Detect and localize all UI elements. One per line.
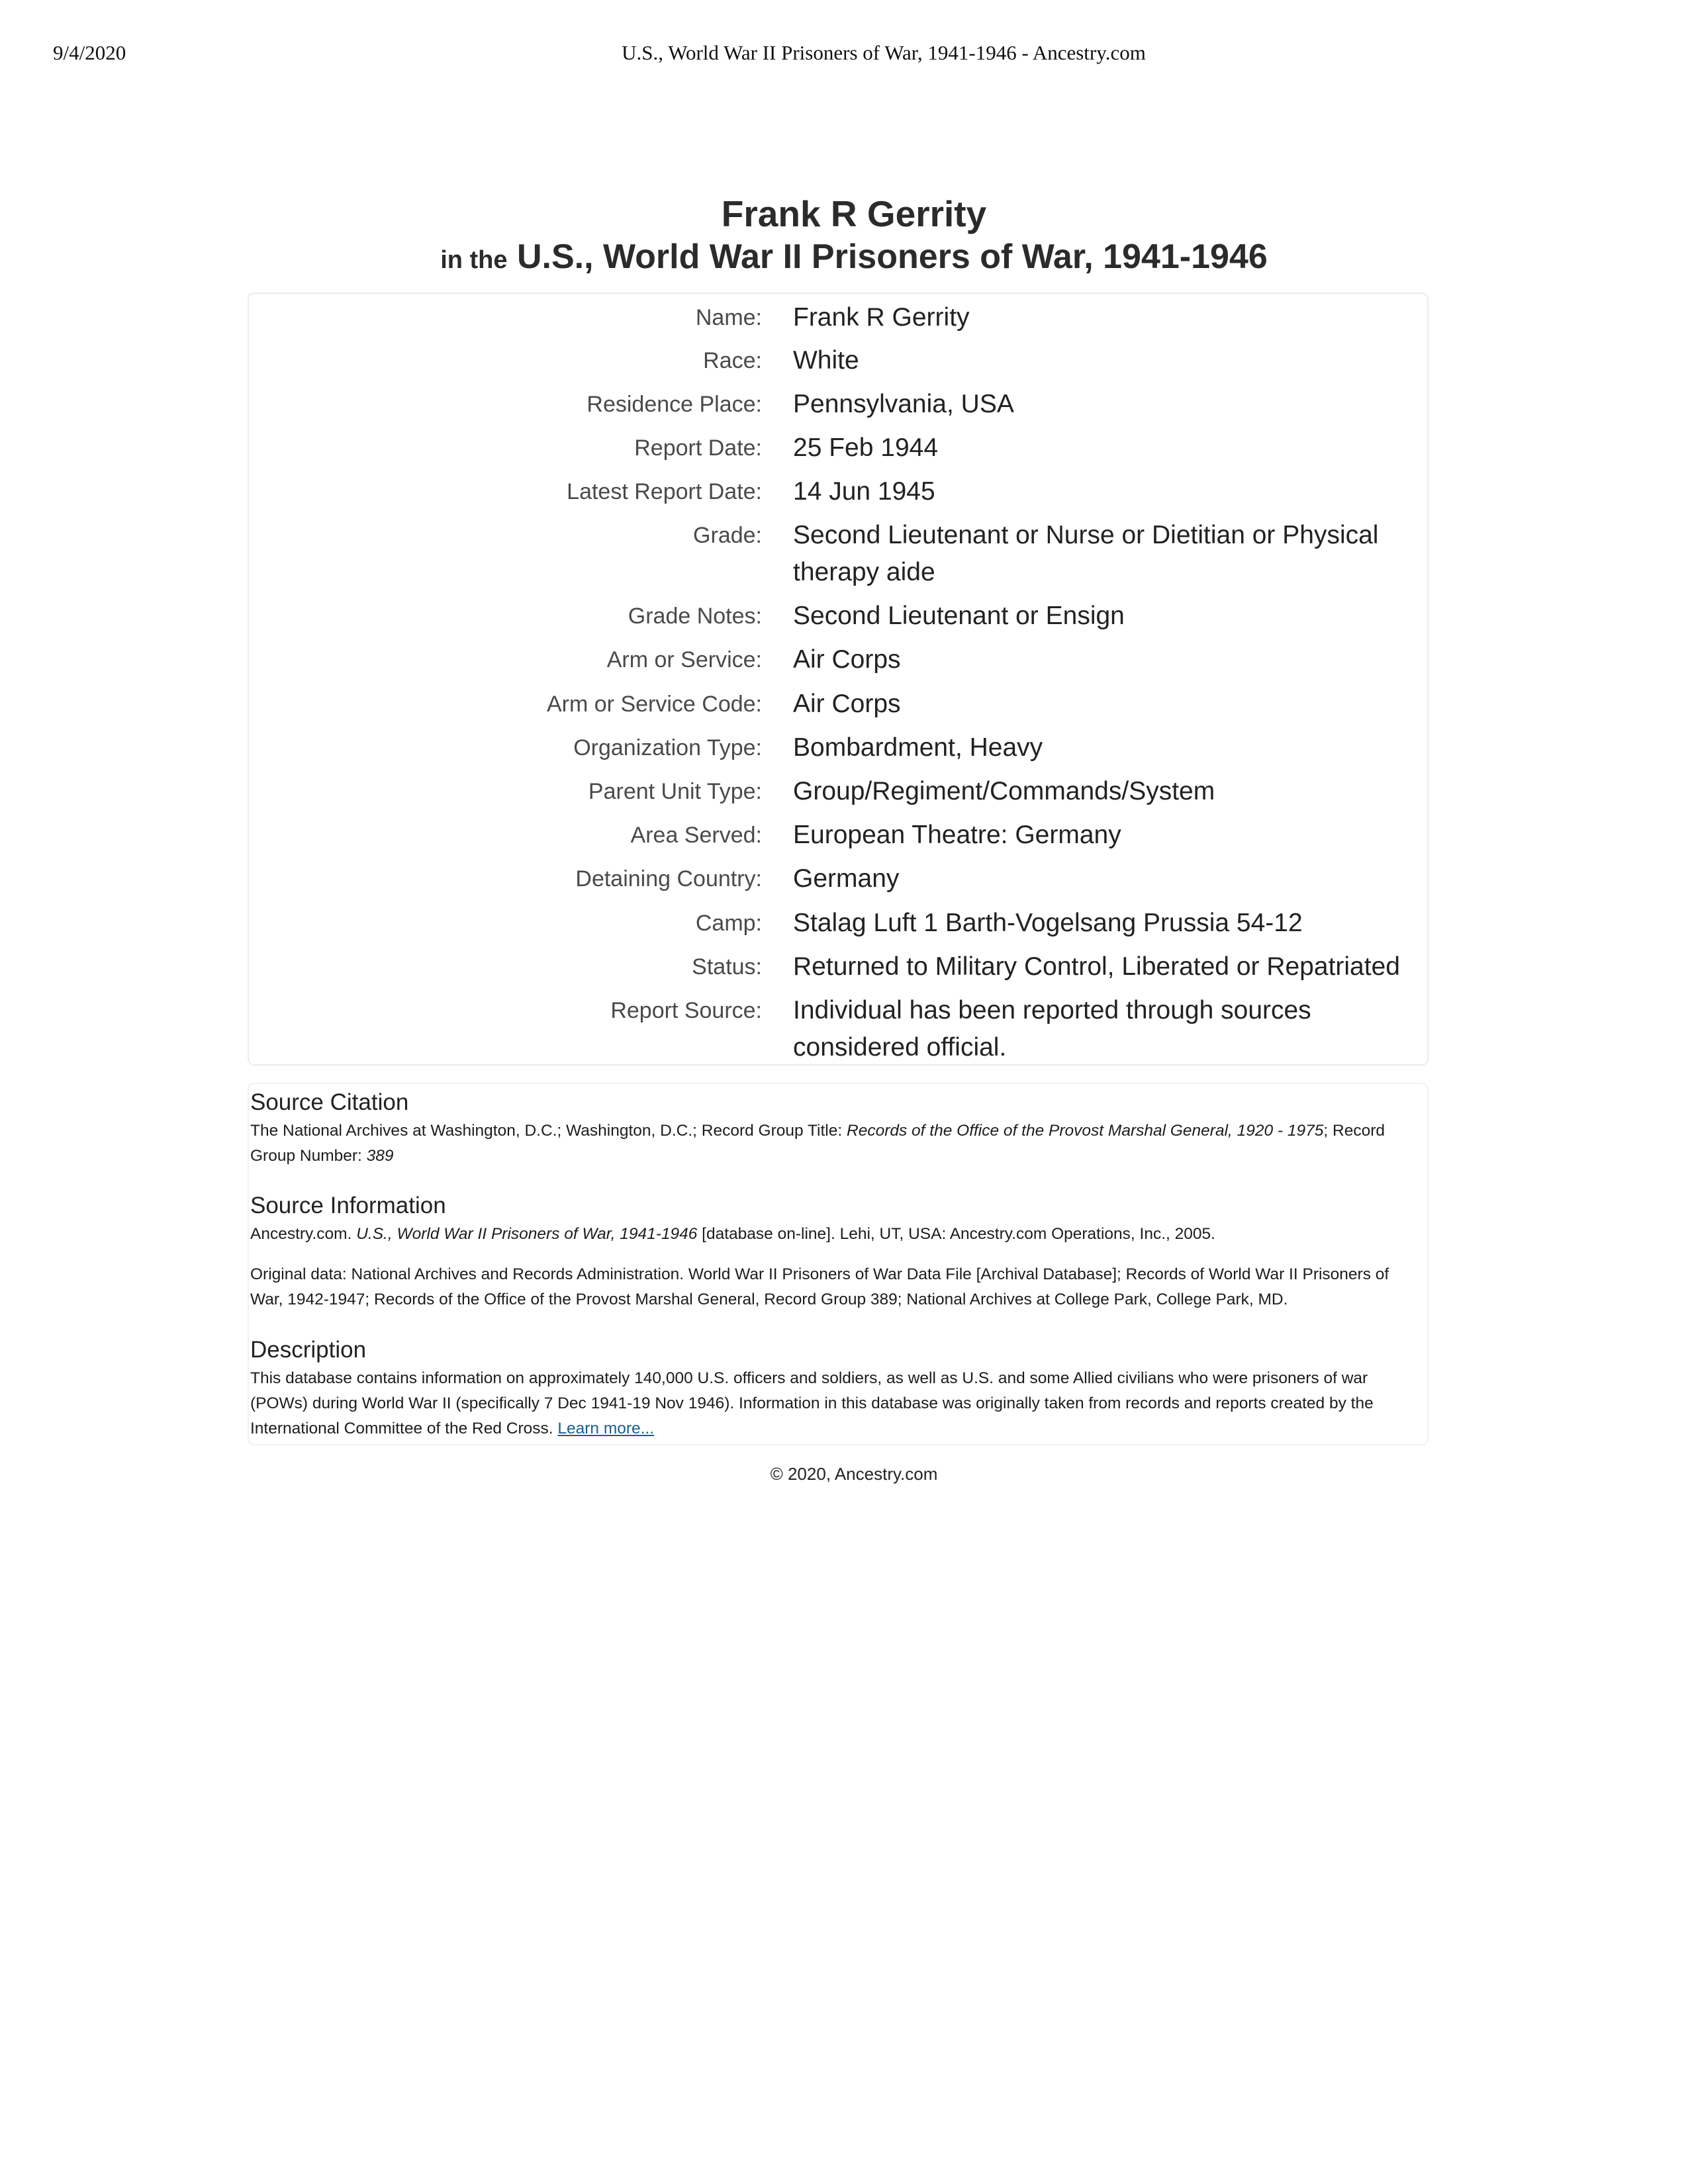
field-value: Air Corps — [793, 690, 901, 718]
field-label: Area Served: — [630, 823, 762, 848]
field-label: Name: — [695, 305, 762, 330]
source-information-text: Ancestry.com. U.S., World War II Prisoners of War, 1941-1946 [database on-line]. Lehi, UT, USA: Ancestry.com Operations, Inc., 2005. — [250, 1225, 1215, 1243]
field-label: Status: — [692, 954, 762, 979]
field-value: Second Lieutenant or Ensign — [793, 602, 1125, 630]
field-value: Bombardment, Heavy — [793, 733, 1043, 762]
field-label: Report Date: — [634, 435, 762, 461]
field-label: Camp: — [695, 911, 762, 936]
print-date: 9/4/2020 — [53, 41, 126, 64]
field-value: 25 Feb 1944 — [793, 433, 939, 462]
field-label: Grade: — [693, 523, 762, 548]
in-the-label: in the — [440, 246, 508, 274]
field-value: 14 Jun 1945 — [793, 477, 935, 506]
field-label: Latest Report Date: — [567, 479, 762, 504]
field-label: Race: — [703, 348, 762, 373]
field-value: Second Lieutenant or Nurse or Dietitian or Physical therapy aide — [793, 521, 1379, 586]
source-information-heading: Source Information — [250, 1193, 446, 1218]
field-value: Germany — [793, 864, 900, 893]
print-header — [0, 41, 1688, 68]
copyright: © 2020, Ancestry.com — [770, 1464, 938, 1484]
field-value: Stalag Luft 1 Barth-Vogelsang Prussia 54-12 — [793, 909, 1303, 937]
field-label: Arm or Service: — [606, 647, 762, 672]
original-data-text: Original data: National Archives and Records Administration. World War II Prisoners of War Data File [Archival Database]; Records of World War II Prisoners of War, 1942-1947; Records of the Office of the Provost Marshal General, Record Group 389; National Archives at College Park, College Park, MD. — [250, 1265, 1389, 1308]
source-citation-heading: Source Citation — [250, 1089, 409, 1115]
learn-more-link[interactable]: Learn more... — [557, 1420, 655, 1437]
field-value: Group/Regiment/Commands/System — [793, 777, 1215, 805]
field-value: Returned to Military Control, Liberated or Repatriated — [793, 952, 1400, 981]
collection-name: U.S., World War II Prisoners of War, 1941-1946 — [516, 238, 1268, 276]
description-heading: Description — [250, 1337, 367, 1363]
description-text: This database contains information on approximately 140,000 U.S. officers and soldiers, as well as U.S. and some Allied civilians who were prisoners of war (POWs) during World War II (specifically 7 Dec 1941-19 Nov 1946). Information in this database was originally taken from records and reports created by the International Committee of the Red Cross. Learn more... — [250, 1369, 1374, 1437]
field-value: Pennsylvania, USA — [793, 390, 1014, 418]
source-panel — [248, 1083, 1429, 1445]
field-label: Arm or Service Code: — [547, 692, 762, 717]
field-value: Air Corps — [793, 645, 901, 674]
print-page-title: U.S., World War II Prisoners of War, 1941-1946 - Ancestry.com — [622, 41, 1146, 64]
record-person-name: Frank R Gerrity — [721, 193, 987, 234]
field-label: Grade Notes: — [628, 604, 762, 629]
field-value: Individual has been reported through sources considered official. — [793, 996, 1311, 1062]
field-value: White — [793, 346, 859, 375]
field-value: European Theatre: Germany — [793, 821, 1121, 849]
field-label: Detaining Country: — [575, 866, 762, 891]
record-title — [0, 192, 1688, 281]
field-label: Organization Type: — [573, 735, 762, 760]
field-label: Parent Unit Type: — [588, 779, 762, 804]
record-collection-title — [0, 236, 1688, 281]
field-label: Report Source: — [610, 998, 762, 1023]
field-value: Frank R Gerrity — [793, 303, 970, 332]
field-label: Residence Place: — [586, 392, 762, 417]
record-details-panel — [248, 293, 1429, 1066]
source-citation-text: The National Archives at Washington, D.C.; Washington, D.C.; Record Group Title: Records of the Office of the Provost Marshal General, 1920 - 1975; Record Group Number: 389 — [250, 1122, 1385, 1165]
